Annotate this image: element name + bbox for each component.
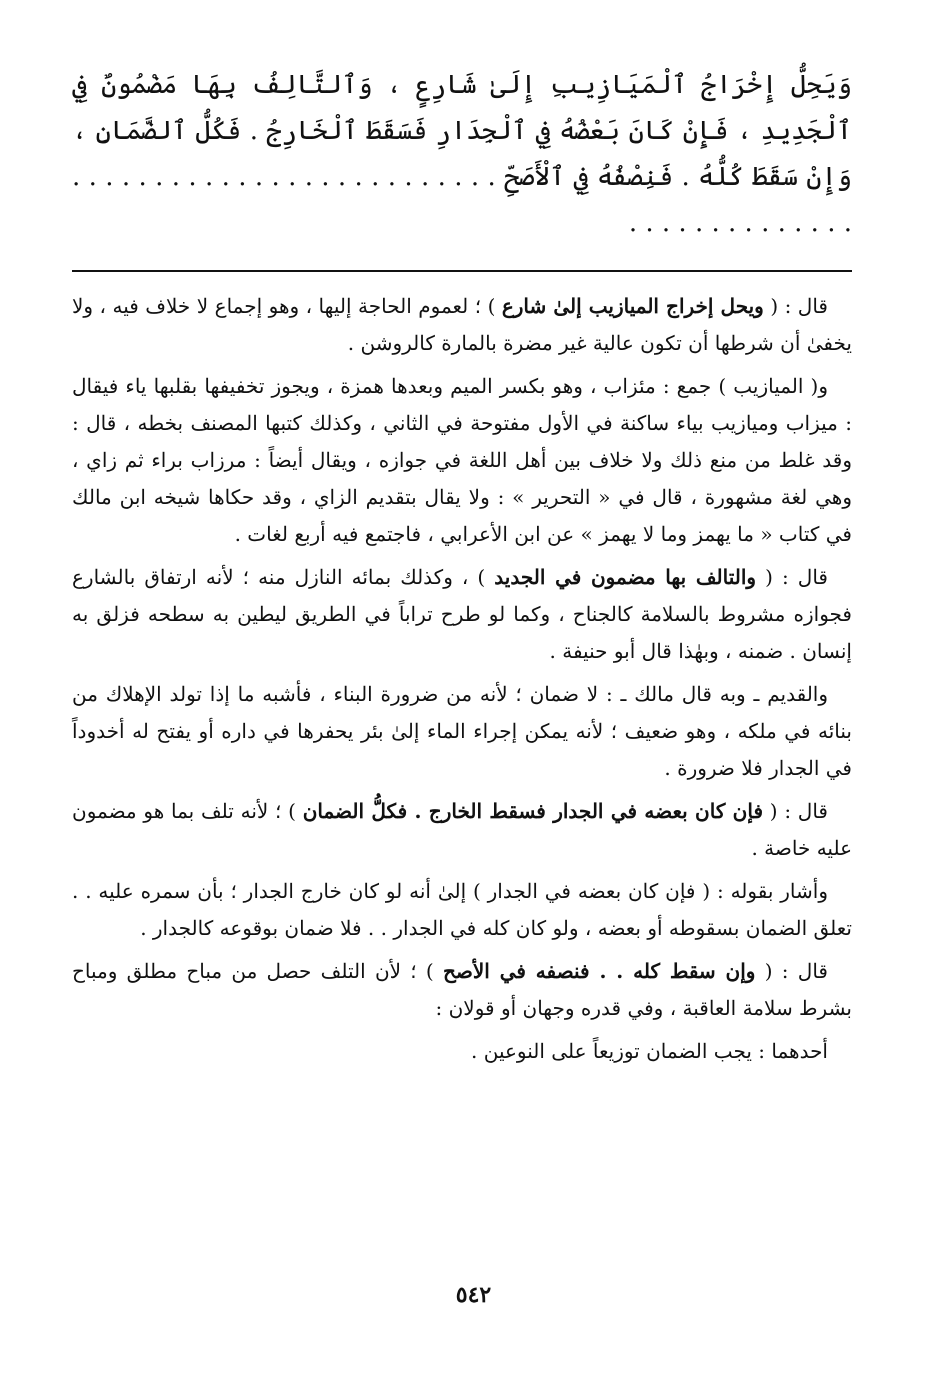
para-1-text: قال : (: [763, 294, 828, 318]
para-1-text-cont: ) ؛ لعموم الحاجة إليها ، وهو إجماع لا خلاف فيه ، ولا يخفىٰ أن شرطها أن تكون عالية غير مضرة بالمارة كالروشن .: [72, 294, 852, 355]
para-5-text-cont: ) ؛ لأنه تلف بما هو مضمون عليه خاصة .: [72, 799, 852, 860]
matn-text-block: [72, 62, 852, 246]
para-7-quote: وإن سقط كله . . فنصفه في الأصح: [442, 959, 756, 983]
page-number: ٥٤٢: [455, 1282, 492, 1308]
para-4-text: والقديم ـ وبه قال مالك ـ : لا ضمان ؛ لأنه من ضرورة البناء ، فأشبه ما إذا تولد الإهلاك من بنائه في ملكه ، وهو ضعيف ؛ لأنه يمكن إجراء الماء إلىٰ بئر يحفرها في داره أو يفتح له أخدوداً في الجدار فلا ضرورة .: [72, 682, 852, 780]
para-6-text: وأشار بقوله : ( فإن كان بعضه في الجدار ) إلىٰ أنه لو كان خارج الجدار ؛ بأن سمره عليه . . تعلق الضمان بسقوطه أو بعضه ، ولو كان كله في الجدار . . فلا ضمان بوقوعه كالجدار .: [72, 879, 852, 940]
matn-dots: . . . . . . . . . . . . . . . . . . . . . . . . . . . . . . . . . . . . . . . .: [72, 162, 852, 238]
matn-text: وَيَحِلُّ إِخْرَاجُ ٱلْمَيَازِيبِ إِلَىٰ شَارِعٍ ، وَٱلتَّالِفُ بِهَا مَضْمُونٌ فِي ٱلْجَدِيدِ ، فَإِنْ كَانَ بَعْضُهُ فِي ٱلْجِدَارِ فَسَقَطَ ٱلْخَارِجُ . فَكُلُّ ٱلضَّمَانِ ، وَإِنْ سَقَطَ كُلُّهُ . فَنِصْفُهُ فِي ٱلْأَصَحِّ: [72, 70, 852, 192]
commentary: [72, 288, 852, 1070]
para-5-text: قال : (: [763, 799, 828, 823]
para-7-text-cont: ) ؛ لأن التلف حصل من مباح مطلق ومباح بشرط سلامة العاقبة ، وفي قدره وجهان أو قولان :: [72, 959, 852, 1020]
para-2-text: و( الميازيب ) جمع : مئزاب ، وهو بكسر الميم وبعدها همزة ، ويجوز تخفيفها بقلبها ياء فيقال : ميزاب وميازيب بياء ساكنة في الأول مفتوحة في الثاني ، وكذلك كتبها المصنف بخطه ، قال : وقد غلط من منع ذلك ولا خلاف بين أهل اللغة في جوازه ، ويقال أيضاً : مرزاب براء ثم زاي ، وهي لغة مشهورة ، قال في « التحرير » : ولا يقال بتقديم الزاي ، وقد حكاها شيخه ابن مالك في كتاب « ما يهمز وما لا يهمز » عن ابن الأعرابي ، فاجتمع فيه أربع لغات .: [72, 374, 852, 546]
paragraph-1: [72, 288, 852, 362]
paragraph-8: [72, 1033, 852, 1070]
separator-rule: [72, 270, 852, 272]
para-3-text-cont: ) ، وكذلك بمائه النازل منه ؛ لأنه ارتفاق بالشارع فجوازه مشروط بالسلامة كالجناح ، وكما لو طرح تراباً في الطريق ليطين به سطحه فزلق به إنسان . ضمنه ، وبهٰذا قال أبو حنيفة .: [72, 565, 852, 663]
para-7-text: قال : (: [755, 959, 828, 983]
page-body: [72, 62, 852, 1070]
para-8-text: أحدهما : يجب الضمان توزيعاً على النوعين .: [471, 1039, 828, 1063]
para-3-quote: والتالف بها مضمون في الجديد: [494, 565, 757, 589]
paragraph-6: [72, 873, 852, 947]
paragraph-7: [72, 953, 852, 1027]
paragraph-5: [72, 793, 852, 867]
paragraph-3: [72, 559, 852, 670]
para-5-quote: فإن كان بعضه في الجدار فسقط الخارج . فكلُّ الضمان: [302, 799, 764, 823]
paragraph-4: [72, 676, 852, 787]
para-3-text: قال : (: [756, 565, 828, 589]
para-1-quote: ويحل إخراج الميازيب إلىٰ شارع: [501, 294, 764, 318]
paragraph-2: [72, 368, 852, 553]
